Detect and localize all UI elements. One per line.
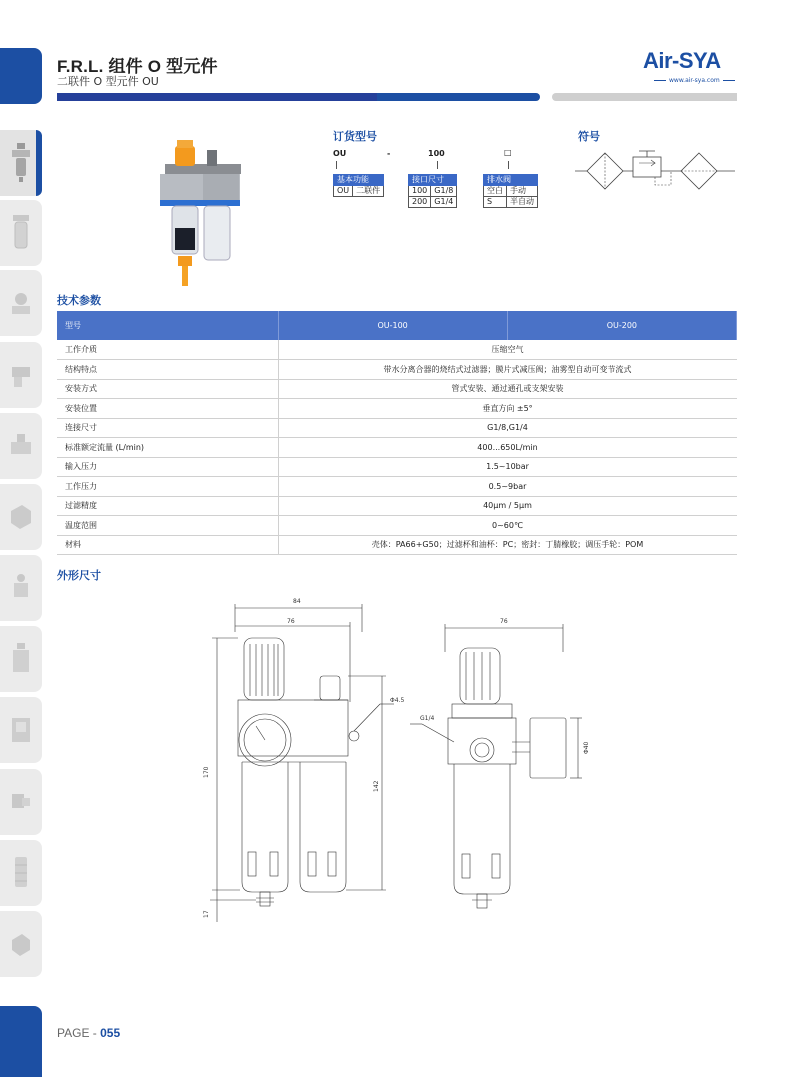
code-tick xyxy=(508,161,509,169)
table-row xyxy=(57,457,737,477)
param-value: 带水分离合器的烧结式过滤器；膜片式减压阀；油雾型自动可变节流式 xyxy=(278,360,737,380)
code-part-drain: □ xyxy=(504,148,512,157)
filter-icon xyxy=(8,211,34,255)
category-tab-frl-unit[interactable] xyxy=(0,130,42,196)
side-accent-bottom xyxy=(0,1006,42,1077)
regulator-icon xyxy=(8,566,34,610)
param-value: 40μm / 5μm xyxy=(278,496,737,516)
code-part-dash: - xyxy=(387,149,391,158)
param-name: 安装方式 xyxy=(57,379,278,399)
dim-width-76b: 76 xyxy=(500,618,508,625)
category-tab-gauge[interactable] xyxy=(0,270,42,336)
category-tab-silencer[interactable] xyxy=(0,840,42,906)
param-value: 壳体：PA66+G50；过滤杯和油杯：PC；密封：丁腈橡胶；调压手轮：POM xyxy=(278,535,737,555)
port-size-code: 200 xyxy=(409,197,431,208)
param-value: 0.5~9bar xyxy=(278,477,737,497)
port-size-header: 接口尺寸 xyxy=(409,175,457,186)
param-name: 过滤精度 xyxy=(57,496,278,516)
basic-function-header: 基本功能 xyxy=(334,175,384,186)
category-tab-valve[interactable] xyxy=(0,413,42,479)
category-tab-bracket[interactable] xyxy=(0,697,42,763)
col-header-ou100: OU-100 xyxy=(278,311,507,340)
table-row xyxy=(57,477,737,497)
param-name: 工作介质 xyxy=(57,340,278,360)
basic-function-desc: 二联件 xyxy=(353,186,384,197)
basic-function-table xyxy=(333,174,384,197)
param-name: 连接尺寸 xyxy=(57,418,278,438)
dim-gauge-40: Φ40 xyxy=(583,741,590,754)
dimensions-title: 外形尺寸 xyxy=(57,569,101,582)
symbol-title: 符号 xyxy=(578,130,600,143)
col-header-model: 型号 xyxy=(57,311,278,340)
col-header-ou200: OU-200 xyxy=(507,311,736,340)
pneumatic-symbol xyxy=(575,145,735,197)
dim-height-17: 17 xyxy=(203,910,210,918)
dim-port-g14: G1/4 xyxy=(420,715,435,722)
basic-function-code: OU xyxy=(334,186,353,197)
param-value: 管式安装、通过通孔或支架安装 xyxy=(278,379,737,399)
dim-width-84: 84 xyxy=(293,598,301,605)
valve-icon xyxy=(8,424,34,468)
category-tab-regulator[interactable] xyxy=(0,555,42,621)
category-tab-elbow[interactable] xyxy=(0,769,42,835)
elbow-icon xyxy=(8,780,34,824)
tech-spec-table xyxy=(57,311,737,555)
code-part-port: 100 xyxy=(428,149,445,158)
table-row xyxy=(57,379,737,399)
table-row xyxy=(57,399,737,419)
table-row xyxy=(57,360,737,380)
param-name: 输入压力 xyxy=(57,457,278,477)
category-tab-block[interactable] xyxy=(0,911,42,977)
param-name: 结构特点 xyxy=(57,360,278,380)
block-icon xyxy=(8,922,34,966)
category-tab-lubricator[interactable] xyxy=(0,626,42,692)
param-value: 压缩空气 xyxy=(278,340,737,360)
param-value: 400...650L/min xyxy=(278,438,737,458)
bracket-icon xyxy=(8,708,34,752)
lubricator-icon xyxy=(8,637,34,681)
table-row xyxy=(57,535,737,555)
category-tab-filter[interactable] xyxy=(0,200,42,266)
frl-unit-icon xyxy=(8,141,34,185)
dim-height-170: 170 xyxy=(203,766,210,778)
category-tab-fitting[interactable] xyxy=(0,342,42,408)
dim-hole-4-5: Φ4.5 xyxy=(390,697,405,704)
port-size-value: G1/8 xyxy=(431,186,457,197)
dim-height-142: 142 xyxy=(373,780,380,792)
drain-code: 空白 xyxy=(484,186,507,197)
gauge-icon xyxy=(8,281,34,325)
product-photo xyxy=(155,128,245,288)
param-value: 垂直方向 ±5° xyxy=(278,399,737,419)
table-row xyxy=(57,516,737,536)
table-row xyxy=(57,496,737,516)
page-number: PAGE - 055 xyxy=(57,1026,121,1040)
param-name: 工作压力 xyxy=(57,477,278,497)
drain-code: S xyxy=(484,197,507,208)
table-row xyxy=(57,418,737,438)
brand-logo: Air-SYA xyxy=(643,48,721,73)
param-name: 安装位置 xyxy=(57,399,278,419)
param-name: 标准额定流量 (L/min) xyxy=(57,438,278,458)
param-value: 0~60℃ xyxy=(278,516,737,536)
table-row xyxy=(57,340,737,360)
side-accent-top xyxy=(0,48,42,104)
page-title: F.R.L. 组件 O 型元件 xyxy=(57,57,218,76)
drain-desc: 手动 xyxy=(507,186,538,197)
dimension-drawing xyxy=(190,592,610,932)
manifold-icon xyxy=(8,495,34,539)
param-value: 1.5~10bar xyxy=(278,457,737,477)
port-size-value: G1/4 xyxy=(431,197,457,208)
table-row xyxy=(57,438,737,458)
drain-header: 排水阀 xyxy=(484,175,538,186)
param-value: G1/8,G1/4 xyxy=(278,418,737,438)
param-name: 温度范围 xyxy=(57,516,278,536)
code-tick xyxy=(336,161,337,169)
brand-url: www.air-sya.com xyxy=(651,77,738,84)
order-code-title: 订货型号 xyxy=(333,130,377,143)
drain-table xyxy=(483,174,538,208)
category-tab-manifold[interactable] xyxy=(0,484,42,550)
port-size-table xyxy=(408,174,457,208)
header-bar-blue xyxy=(57,93,540,101)
tech-params-title: 技术参数 xyxy=(57,294,101,307)
port-size-code: 100 xyxy=(409,186,431,197)
dim-width-76a: 76 xyxy=(287,618,295,625)
header-bar-gray xyxy=(552,93,737,101)
page-subtitle: 二联件 O 型元件 OU xyxy=(57,75,159,88)
silencer-icon xyxy=(8,851,34,895)
param-name: 材料 xyxy=(57,535,278,555)
fitting-icon xyxy=(8,353,34,397)
code-tick xyxy=(437,161,438,169)
code-part-series: OU xyxy=(333,149,347,158)
drain-desc: 半自动 xyxy=(507,197,538,208)
